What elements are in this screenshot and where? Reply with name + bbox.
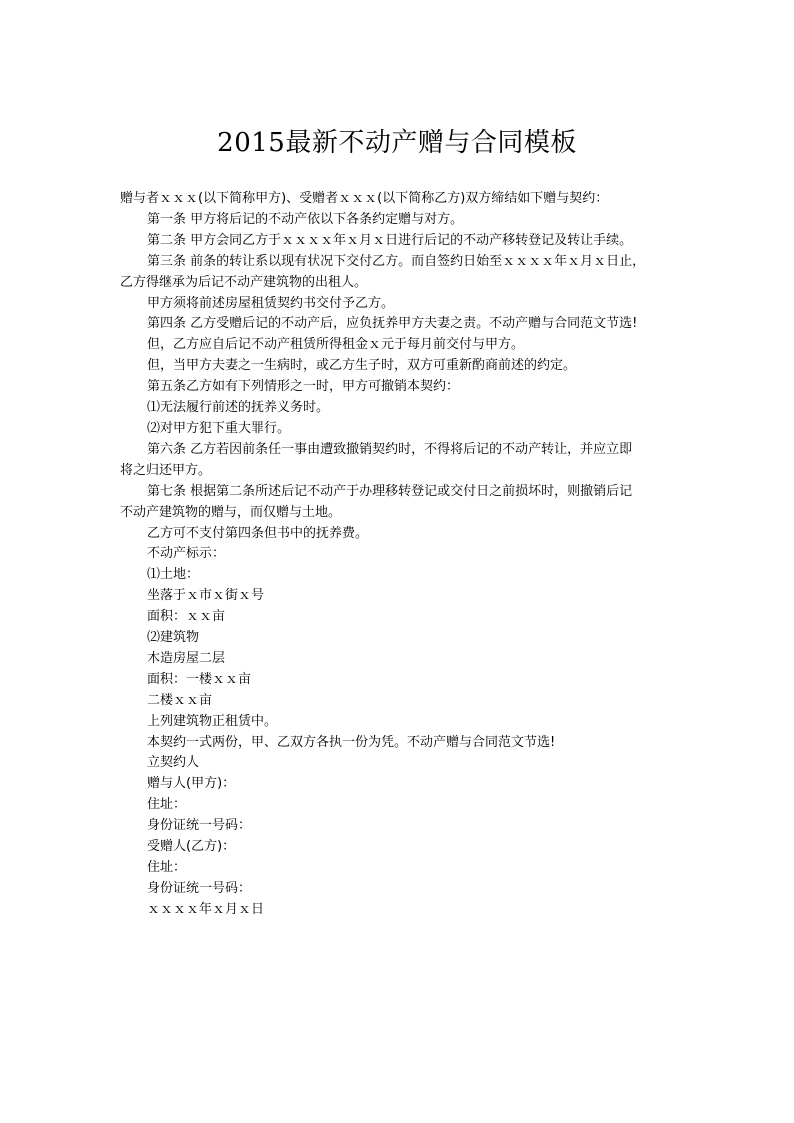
copies-line: 本契约一式两份，甲、乙双方各执一份为凭。不动产赠与合同范文节选! xyxy=(147,734,556,750)
donee-address-label: 住址： xyxy=(147,860,187,875)
land-area: 面积：ｘｘ亩 xyxy=(147,609,226,625)
signing-date: ｘｘｘｘ年ｘ月ｘ日 xyxy=(147,901,265,917)
intro-paragraph: 赠与者ｘｘｘ(以下简称甲方)、受赠者ｘｘｘ(以下简称乙方)双方缔结如下赠与契约： xyxy=(120,191,609,206)
signatories-heading: 立契约人 xyxy=(147,755,200,771)
property-description-heading: 不动产标示： xyxy=(147,546,226,562)
building-second-floor-area: 二楼ｘｘ亩 xyxy=(147,692,213,708)
contract-body xyxy=(120,189,680,921)
article-1: 第一条 甲方将后记的不动产依以下各条约定赠与对方。 xyxy=(147,211,464,227)
donor-label: 赠与人(甲方)： xyxy=(147,776,236,792)
article-6: 第六条 乙方若因前条任一事由遭致撤销契约时，不得将后记的不动产转让，并应立即 xyxy=(147,441,633,457)
article-3-continued: 乙方得继承为后记不动产建筑物的出租人。 xyxy=(120,274,368,290)
article-5: 第五条乙方如有下列情形之一时，甲方可撤销本契约： xyxy=(147,379,460,395)
article-3: 第三条 前条的转让系以现有状况下交付乙方。而自签约日始至ｘｘｘｘ年ｘ月ｘ日止， xyxy=(147,253,646,269)
document-title: 2015最新不动产赠与合同模板 xyxy=(217,128,577,158)
land-location: 坐落于ｘ市ｘ街ｘ号 xyxy=(147,588,265,604)
article-5-item-1: ⑴无法履行前述的抚养义务时。 xyxy=(147,400,330,416)
article-2: 第二条 甲方会同乙方于ｘｘｘｘ年ｘ月ｘ日进行后记的不动产移转登记及转让手续。 xyxy=(147,232,633,248)
lease-status-line: 上列建筑物正租赁中。 xyxy=(147,713,278,729)
building-type: 木造房屋二层 xyxy=(147,650,226,666)
article-7-continued: 不动产建筑物的赠与，而仅赠与土地。 xyxy=(120,504,342,520)
donee-id-label: 身份证统一号码： xyxy=(147,880,252,896)
building-heading: ⑵建筑物 xyxy=(147,630,200,646)
lease-handover-line: 甲方须将前述房屋租赁契约书交付予乙方。 xyxy=(147,295,395,311)
article-4-renegotiation: 但，当甲方夫妻之一生病时，或乙方生子时，双方可重新酌商前述的约定。 xyxy=(147,358,577,374)
article-6-continued: 将之归还甲方。 xyxy=(120,462,212,478)
article-5-item-2: ⑵对甲方犯下重大罪行。 xyxy=(147,420,291,436)
article-4: 第四条 乙方受赠后记的不动产后，应负抚养甲方夫妻之责。不动产赠与合同范文节选! xyxy=(147,316,638,332)
support-fee-line: 乙方可不支付第四条但书中的抚养费。 xyxy=(147,525,369,541)
donor-id-label: 身份证统一号码： xyxy=(147,818,252,834)
donee-label: 受赠人(乙方)： xyxy=(147,839,236,855)
building-first-floor-area: 面积：一楼ｘｘ亩 xyxy=(147,671,252,687)
land-heading: ⑴土地： xyxy=(147,567,200,583)
article-7: 第七条 根据第二条所述后记不动产于办理移转登记或交付日之前损坏时，则撤销后记 xyxy=(147,483,633,499)
article-4-rent-clause: 但，乙方应自后记不动产租赁所得租金ｘ元于每月前交付与甲方。 xyxy=(147,337,525,353)
donor-address-label: 住址： xyxy=(147,797,187,813)
